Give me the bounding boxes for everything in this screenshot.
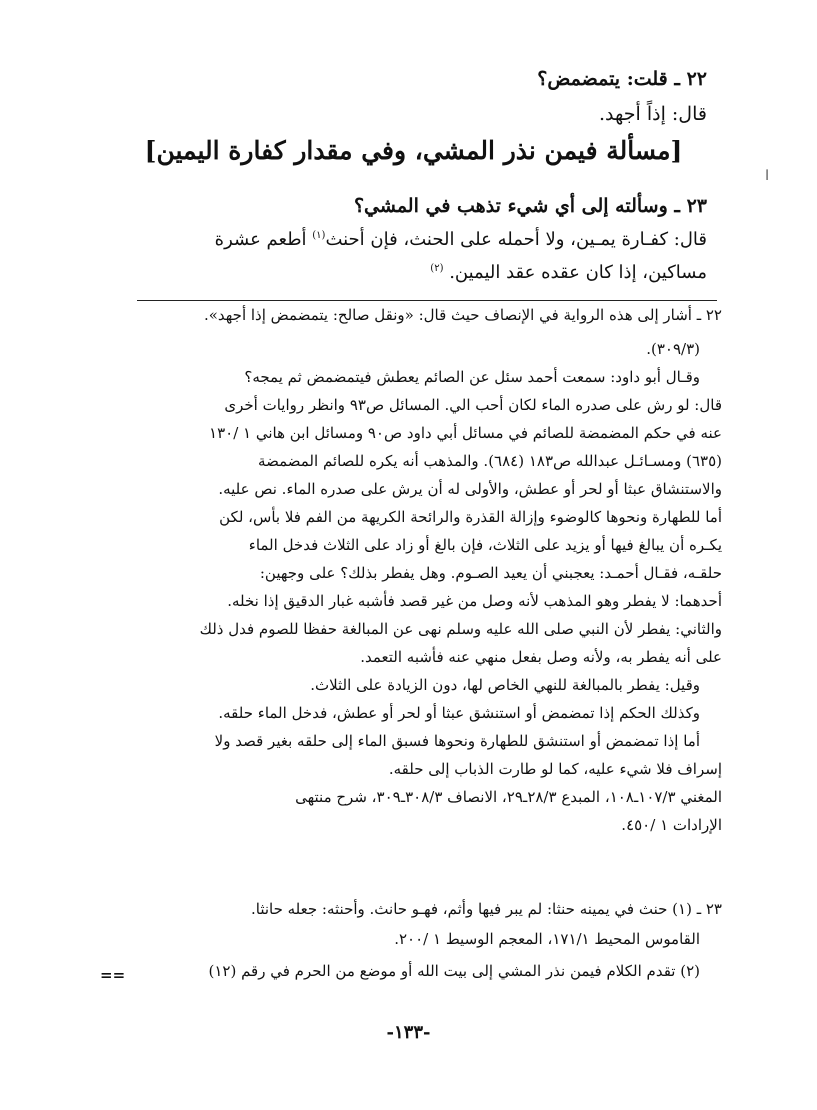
continuation-mark: == xyxy=(100,966,126,984)
footnote-23-line: (٢) تقدم الكلام فيمن نذر المشي إلى بيت الله أو موضع من الحرم في رقم (١٢) xyxy=(208,962,700,980)
footnote-separator xyxy=(137,300,717,301)
answer-23-line-1-after: أطعم عشرة xyxy=(214,229,313,250)
footnote-22-line: والثاني: يفطر لأن النبي صلى الله عليه وسلم نهى عن المبالغة حفظا للصوم فدل ذلك xyxy=(199,620,722,638)
footnote-22-line: (٣٠٩/٣). xyxy=(646,340,700,358)
answer-23-line-2-text: مساكين، إذا كان عقده عقد اليمين. xyxy=(449,262,707,283)
footnote-22-line: أحدهما: لا يفطر وهو المذهب لأنه وصل من غير قصد فأشبه غبار الدقيق إذا نخله. xyxy=(227,592,722,610)
margin-mark: ا xyxy=(765,168,769,184)
section-heading: [مسألة فيمن نذر المشي، وفي مقدار كفارة اليمين] xyxy=(144,136,683,165)
answer-23-line-1-before: قال: كفـارة يمـين، ولا أحمله على الحنث، فإن أحنث xyxy=(325,229,707,250)
question-23-number: ٢٣ ـ xyxy=(674,195,707,217)
question-22 xyxy=(537,68,707,90)
footnote-22-line: عنه في حكم المضمضة للصائم في مسائل أبي داود ص٩٠ ومسائل ابن هاني ١ /١٣٠ xyxy=(209,424,722,442)
footnote-22-line: يكـره أن يبالغ فيها أو يزيد على الثلاث، فإن بالغ أو زاد على الثلاث فدخل الماء xyxy=(248,536,722,554)
footnote-22-line: وكذلك الحكم إذا تمضمض أو استنشق عبثا أو لحر أو عطش، فدخل الماء حلقه. xyxy=(218,704,700,722)
footnote-22-line: ٢٢ ـ أشار إلى هذه الرواية في الإنصاف حيث قال: «ونقل صالح: يتمضمض إذا أجهد». xyxy=(203,306,722,324)
footnote-22-line: الإرادات ١ /٤٥٠. xyxy=(621,816,722,834)
page-number: -١٣٣- xyxy=(386,1022,431,1043)
footnote-22-line: وقـال أبو داود: سمعت أحمد سئل عن الصائم يعطش فيتمضمض ثم يمجه؟ xyxy=(244,368,700,386)
footnote-22-line: إسراف فلا شيء عليه، كما لو طارت الذباب إلى حلقه. xyxy=(388,760,722,778)
footnote-22-line: أما إذا تمضمض أو استنشق للطهارة ونحوها فسبق الماء إلى حلقه بغير قصد ولا xyxy=(214,732,700,750)
footnote-22-line: والاستنشاق عبثا أو لحر أو عطش، والأولى له أن يرش على صدره الماء. نص عليه. xyxy=(218,480,722,498)
question-23-text: وسألته إلى أي شيء تذهب في المشي؟ xyxy=(353,195,668,217)
footnote-22-line: حلقـه، فقـال أحمـد: يعجبني أن يعيد الصـوم. وهل يفطر بذلك؟ على وجهين: xyxy=(259,564,722,582)
footnote-22-line: وقيل: يفطر بالمبالغة للنهي الخاص لها، دون الزيادة على الثلاث. xyxy=(310,676,700,694)
footnote-22-line: أما للطهارة ونحوها كالوضوء وإزالة القذرة والرائحة الكريهة من الفم فلا بأس، لكن xyxy=(219,508,722,526)
question-22-text: قلت: يتمضمض؟ xyxy=(537,68,668,90)
footnote-ref-2[interactable]: (٢) xyxy=(430,263,444,274)
answer-23-line-2 xyxy=(430,262,707,283)
question-23 xyxy=(354,195,707,217)
footnote-23-line: القاموس المحيط ١٧١/١، المعجم الوسيط ١ /٢٠٠. xyxy=(394,930,700,948)
footnote-22-line: المغني ١٠٧/٣ـ١٠٨، المبدع ٢٨/٣ـ٢٩، الانصاف ٣٠٨/٣ـ٣٠٩، شرح منتهى xyxy=(295,788,722,806)
footnote-22-line: (٦٣٥) ومسـائـل عبدالله ص١٨٣ (٦٨٤). والمذهب أنه يكره للصائم المضمضة xyxy=(258,452,722,470)
footnote-23-line: ٢٣ ـ (١) حنث في يمينه حنثا: لم يبر فيها وأثم، فهـو حانث. وأحنثه: جعله حانثا. xyxy=(250,900,722,918)
question-22-number: ٢٢ ـ xyxy=(674,68,707,90)
footnote-ref-1[interactable]: (١) xyxy=(312,230,326,241)
footnote-22-line: قال: لو رش على صدره الماء لكان أحب الي. المسائل ص٩٣ وانظر روايات أخرى xyxy=(224,396,722,414)
answer-22: قال: إذاً أجهد. xyxy=(599,103,707,125)
footnote-22-line: على أنه يفطر به، ولأنه وصل بفعل منهي عنه فأشبه التعمد. xyxy=(360,648,722,666)
answer-23-line-1 xyxy=(215,229,707,250)
